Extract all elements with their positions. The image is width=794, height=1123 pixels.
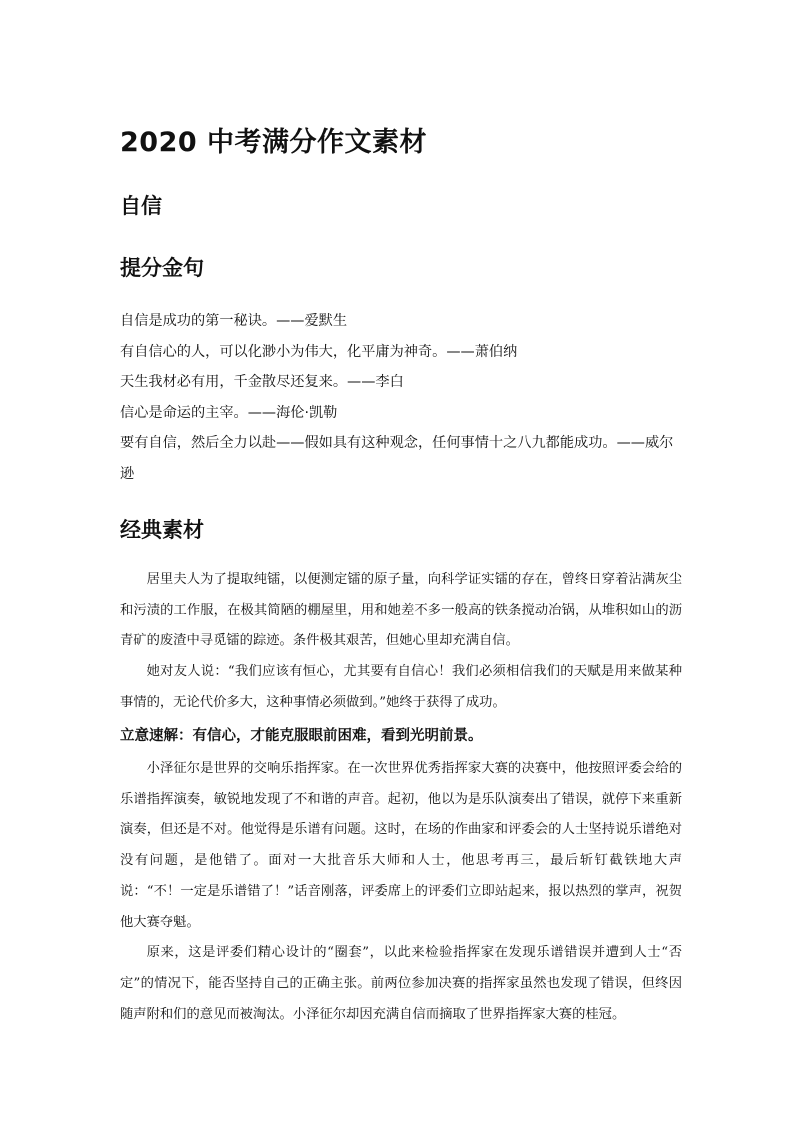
materials-heading: 经典素材 — [120, 518, 204, 542]
ozawa-paragraph-2: 原来，这是评委们精心设计的“圈套”，以此来检验指挥家在发现乐谱错误并遭到人士“否定”的情况下，能否坚持自己的正确主张。前两位参加决赛的指挥家虽然也发现了错误，但终因随声附和们的意见而被淘汰。小泽征尔却因充满自信而摘取了世界指挥家大赛的桂冠。 — [120, 945, 682, 1022]
quotes-heading: 提分金句 — [120, 256, 204, 280]
section-heading: 自信 — [120, 194, 162, 218]
ozawa-paragraph-1: 小泽征尔是世界的交响乐指挥家。在一次世界优秀指挥家大赛的决赛中，他按照评委会给的乐谱指挥演奏，敏锐地发现了不和谐的声音。起初，他以为是乐队演奏出了错误，就停下来重新演奏，但还是不对。他觉得是乐谱有问题。这时，在场的作曲家和评委会的人士坚持说乐谱绝对没有问题，是他错了。面对一大批音乐大师和人士，他思考再三，最后斩钉截铁地大声说：“不！一定是乐谱错了！”话音刚落，评委席上的评委们立即站起来，报以热烈的掌声，祝贺他大赛夺魁。 — [120, 761, 682, 930]
ozawa-story — [120, 754, 682, 1030]
quote-item: 信心是命运的主宰。——海伦·凯勒 — [120, 404, 338, 421]
quote-item: 天生我材必有用，千金散尽还复来。——李白 — [120, 374, 404, 391]
quote-item: 有自信心的人，可以化渺小为伟大，化平庸为神奇。——萧伯纳 — [120, 343, 518, 360]
quote-item: 自信是成功的第一秘诀。——爱默生 — [120, 313, 348, 329]
curie-paragraph-2: 她对友人说：“我们应该有恒心，尤其要有自信心！我们必须相信我们的天赋是用来做某种事情的，无论代价多大，这种事情必须做到。”她终于获得了成功。 — [120, 664, 682, 710]
quotes-list — [120, 306, 680, 490]
curie-story — [120, 565, 682, 719]
document-title: 2020 中考满分作文素材 — [120, 127, 428, 158]
curie-paragraph-1: 居里夫人为了提取纯镭，以便测定镭的原子量，向科学证实镭的存在，曾终日穿着沾满灰尘和污渍的工作服，在极其简陋的棚屋里，用和她差不多一般高的铁条搅动冶锅，从堆积如山的沥青矿的废渣中寻觅镭的踪迹。条件极其艰苦，但她心里却充满自信。 — [120, 572, 682, 649]
summary-line: 立意速解：有信心，才能克服眼前困难，看到光明前景。 — [120, 728, 483, 744]
quote-item: 要有自信，然后全力以赴——假如具有这种观念，任何事情十之八九都能成功。——威尔逊 — [120, 435, 674, 482]
